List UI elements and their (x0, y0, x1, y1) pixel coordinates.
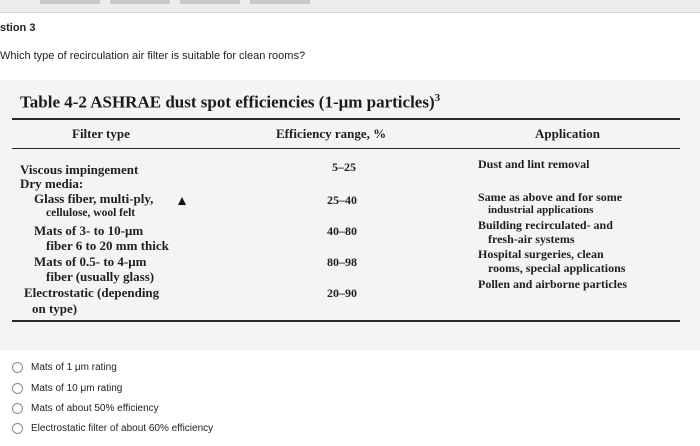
app-2-line-1: Same as above and for some (478, 190, 623, 204)
top-bar-segment (110, 0, 170, 4)
table-top-rule (12, 118, 680, 120)
option-4[interactable] (12, 423, 213, 434)
option-3-label: Mats of about 50% efficiency (31, 403, 159, 414)
row-viscous: Viscous impingement (20, 162, 139, 177)
row-mats3-2: fiber 6 to 20 mm thick (46, 238, 169, 253)
row-mats05-2: fiber (usually glass) (46, 269, 155, 284)
option-2-label: Mats of 10 μm rating (31, 383, 123, 394)
app-1: Dust and lint removal (478, 157, 590, 171)
radio-button-icon[interactable] (12, 423, 23, 434)
radio-button-icon[interactable] (12, 362, 23, 373)
row-electro-2: on type) (32, 301, 78, 316)
top-bar-segment (40, 0, 100, 4)
top-bar-segment (180, 0, 240, 4)
app-3-line-2: fresh-air systems (488, 232, 575, 246)
app-2-line-2: industrial applications (488, 204, 594, 216)
app-4-line-1: Hospital surgeries, clean (478, 247, 604, 261)
option-4-label: Electrostatic filter of about 60% efficiency (31, 423, 214, 434)
header-filter-type: Filter type (72, 126, 130, 141)
radio-button-icon[interactable] (12, 403, 23, 414)
row-glass-1: Glass fiber, multi-ply, (34, 191, 154, 206)
header-application: Application (535, 126, 601, 141)
row-electro-1: Electrostatic (depending (24, 285, 160, 300)
header-efficiency: Efficiency range, % (276, 126, 387, 141)
row-glass-2: cellulose, wool felt (46, 207, 136, 219)
option-3[interactable] (12, 403, 159, 414)
mouse-cursor-icon (178, 197, 186, 205)
app-3-line-1: Building recirculated- and (478, 218, 613, 232)
question-label: stion 3 (0, 22, 36, 34)
radio-button-icon[interactable] (12, 383, 23, 394)
top-bar-segment (250, 0, 310, 4)
app-5: Pollen and airborne particles (478, 277, 627, 291)
app-4-line-2: rooms, special applications (488, 261, 626, 275)
table-title-text: Table 4-2 ASHRAE dust spot efficiencies (1-μm particles) (20, 92, 435, 112)
option-1-label: Mats of 1 μm rating (31, 362, 117, 373)
eff-glass: 25–40 (327, 193, 357, 207)
question-text: Which type of recirculation air filter is suitable for clean rooms? (0, 50, 306, 62)
row-mats3-1: Mats of 3- to 10-μm (34, 223, 144, 238)
table-title-superscript: 3 (434, 92, 441, 104)
eff-electro: 20–90 (327, 286, 357, 300)
top-bar (0, 0, 700, 13)
table-title (20, 92, 440, 113)
row-mats05-1: Mats of 0.5- to 4-μm (34, 254, 147, 269)
eff-mats3: 40–80 (327, 224, 357, 238)
table-header-rule (12, 148, 680, 149)
eff-viscous: 5–25 (332, 160, 356, 174)
table-bottom-rule (12, 320, 680, 322)
option-1[interactable] (12, 362, 117, 373)
option-2[interactable] (12, 383, 122, 394)
eff-mats05: 80–98 (327, 255, 357, 269)
row-dry-media: Dry media: (20, 176, 84, 191)
